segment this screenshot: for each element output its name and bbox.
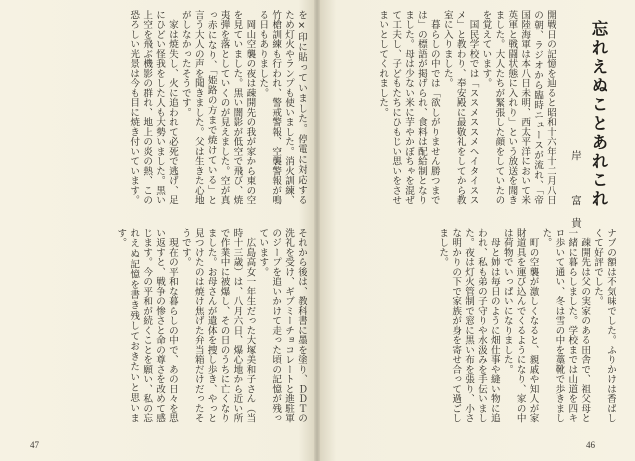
article-author: 岸 富貴	[570, 150, 582, 240]
left-page	[22, 10, 307, 440]
article-title: 忘れえぬことあれこれ	[589, 20, 608, 209]
left-page-top-text: を×印に貼っていました。停電に対応するため灯火やランプも使いました。消火訓練、竹槍訓練も行われ、警戒警報、空襲警報が鳴る日もありました。 岡山空襲の夜は疎開先の我が家から東の空を見ていました。黒い闇影が低空で飛び、焼夷弾を落としていくのが見えました。空が真っ赤になり、「姫路の方まで焼けている」と言う大人の声を聞きました。父は生きた心地がしなかったそうです。 家は焼失し、火に追われて必死で逃げ、足にひどい怪我をした人も大勢いました。黒い上空を飛ぶ機影の群れ、地上の炎の熱、この恐ろしい光景は今も目に焼き付いています。	[128, 10, 307, 205]
right-page-bottom-text: ナブの額は不気味でした。ふりかけは香ばしくて好評でした。 疎開先は父の実家のある田舎で、祖父母と一緒に暮らしました。学校までは山道を四キロ歩いて通い、冬は雪の中を藁靴で歩きました。 町の空襲が激しくなると、親戚や知人が家財道具を運び込んでくるようになり、家の中は荷物でいっぱいになりました。 母と姉は毎日のように畑仕事や縫い物に追われ、私も弟の子守りや水汲みを手伝いました。夜は灯火管制で窓に黒い布を張り、小さな明かりの下で家族が身を寄せ合って過ごしました。	[437, 228, 616, 423]
right-page	[330, 10, 616, 440]
right-page-top-text: 開戦日の記憶を辿ると昭和十六年十二月八日の朝、ラジオから臨時ニュースが流れ、「帝国陸海軍は本八日未明、西太平洋において米英軍と戦闘状態に入れり」という放送を聞きました。大人たちが緊張した顔をしていたのを覚えています。 国民学校では「ススメススメヘイタイススメ」と教わり、奉安殿に最敬礼をしてから教室に入りました。 暮らしの中では「欲しがりません勝つまでは」の標語が掲げられ、食料は配給制となりました。母は少ない米に芋やかぼちゃを混ぜて工夫し、子どもたちにひもじい思いをさせまいとしてくれました。	[377, 10, 556, 205]
right-page-number: 46	[586, 440, 595, 450]
book-gutter	[314, 0, 320, 461]
left-page-number: 47	[30, 440, 39, 450]
left-page-bottom-text: それから後は、教科書に墨を塗り、ＤＤＴの洗礼を受け、ギブミーチョコレートと進駐軍のジープを追いかけて走った頃の記憶が残っています。 広島高女一年生だった大塚美和子さん（当時十三歳）は、八月六日、爆心地から近い所で作業中に被爆し、その日のうちに亡くなりました。お母さんが遺体を捜し歩き、やっと見つけたのは焼け焦げた弁当箱だけだったそうです。 現在の平和な暮らしの中で、あの日々を思い返すと、戦争の惨さと命の尊さを改めて感じます。今の平和が続くことを願い、私の忘れえぬ記憶を書き残しておきたいと思います。	[115, 228, 307, 423]
